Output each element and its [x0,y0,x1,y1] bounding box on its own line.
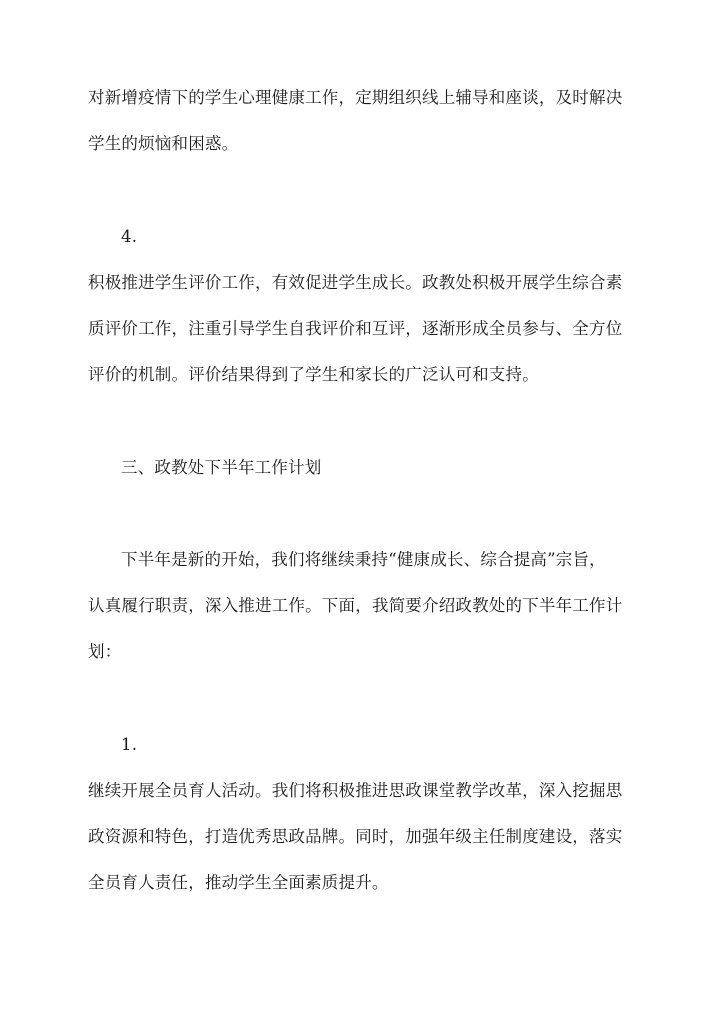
paragraph-line: 质评价工作，注重引导学生自我评价和互评，逐渐形成全员参与、全方位 [88,319,623,338]
paragraph-line: 继续开展全员育人活动。我们将积极推进思政课堂教学改革，深入挖掘思 [88,781,623,800]
paragraph-line: 下半年是新的开始，我们将继续秉持“健康成长、综合提高”宗旨， [121,550,606,569]
section-heading: 三、政教处下半年工作计划 [121,458,322,477]
item-number-4: 4. [121,227,138,246]
paragraph-line: 积极推进学生评价工作，有效促进学生成长。政教处积极开展学生综合素 [88,273,623,292]
paragraph-line: 对新增疫情下的学生心理健康工作，定期组织线上辅导和座谈，及时解决 [88,88,623,107]
paragraph-line: 学生的烦恼和困惑。 [88,134,239,153]
paragraph-line: 全员育人责任，推动学生全面素质提升。 [88,873,389,892]
paragraph-line: 政资源和特色，打造优秀思政品牌。同时，加强年级主任制度建设，落实 [88,827,623,846]
paragraph-line: 评价的机制。评价结果得到了学生和家长的广泛认可和支持。 [88,365,539,384]
paragraph-line: 认真履行职责，深入推进工作。下面，我简要介绍政教处的下半年工作计 [88,596,623,615]
item-number-1: 1. [121,735,138,754]
paragraph-line: 划： [88,642,122,661]
